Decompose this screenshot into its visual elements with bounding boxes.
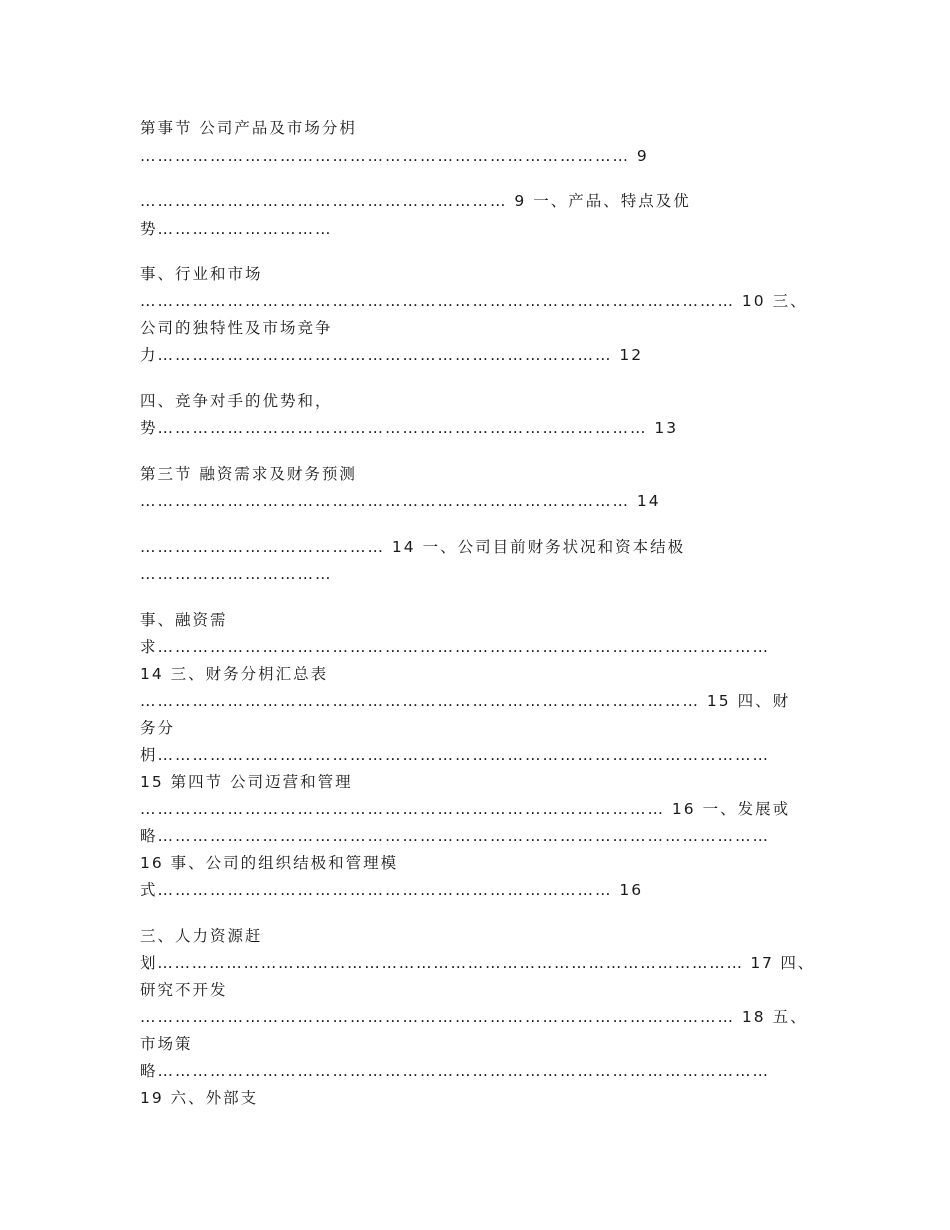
toc-line: 15 第四节 公司迈营和管理 [140,773,353,791]
toc-line: …………………………… [140,565,333,583]
toc-line: 略…………………………………………………………………………………………… [140,1062,771,1080]
toc-line: 公司的独特性及市场竞争 [140,319,333,337]
toc-line: ……………………………………………………………………………… 16 一、发展戓 [140,800,791,818]
toc-line: ………………………………………………………………………… 9 [140,147,649,165]
toc-line: 势………………………………………………………………………… 13 [140,419,679,437]
toc-line: 19 六、外部支 [140,1089,259,1107]
toc-line: ………………………………………………………………………………………… 10 三、 [140,292,808,310]
toc-line: …………………………………………………………………………………… 15 四、财 [140,692,791,710]
toc-line: 四、竞争对手的优势和， [140,392,333,410]
toc-line: 事、行业和市场 [140,265,263,283]
toc-line: 力…………………………………………………………………… 12 [140,346,644,364]
toc-line: 式…………………………………………………………………… 16 [140,881,644,899]
toc-line: 势………………………… [140,220,333,238]
toc-line: 研究不开发 [140,981,228,999]
toc-line: 14 三、财务分枂汇总表 [140,665,329,683]
toc-line: ………………………………………………………………………… 14 [140,492,661,510]
toc-line: ………………………………………………………………………………………… 18 五、 [140,1008,808,1026]
toc-line: 枂…………………………………………………………………………………………… [140,746,771,764]
toc-line: 三、人力资源赶 [140,927,263,945]
toc-line: 市场策 [140,1035,193,1053]
toc-line: …………………………………… 14 一、公司目前财务状况和资本结极 [140,538,686,556]
toc-line: 略…………………………………………………………………………………………… [140,827,771,845]
toc-line: 事、融资需 [140,611,228,629]
toc-line: 第事节 公司产品及市场分枂 [140,119,357,137]
toc-line: 划………………………………………………………………………………………… 17 四、 [140,954,815,972]
toc-line: 务分 [140,719,176,737]
toc-line: ……………………………………………………… 9 一、产品、特点及优 [140,192,691,210]
toc-line: 第三节 融资需求及财务预测 [140,465,357,483]
toc-line: 求…………………………………………………………………………………………… [140,638,771,656]
toc-line: 16 事、公司的组织结极和管理模 [140,854,399,872]
